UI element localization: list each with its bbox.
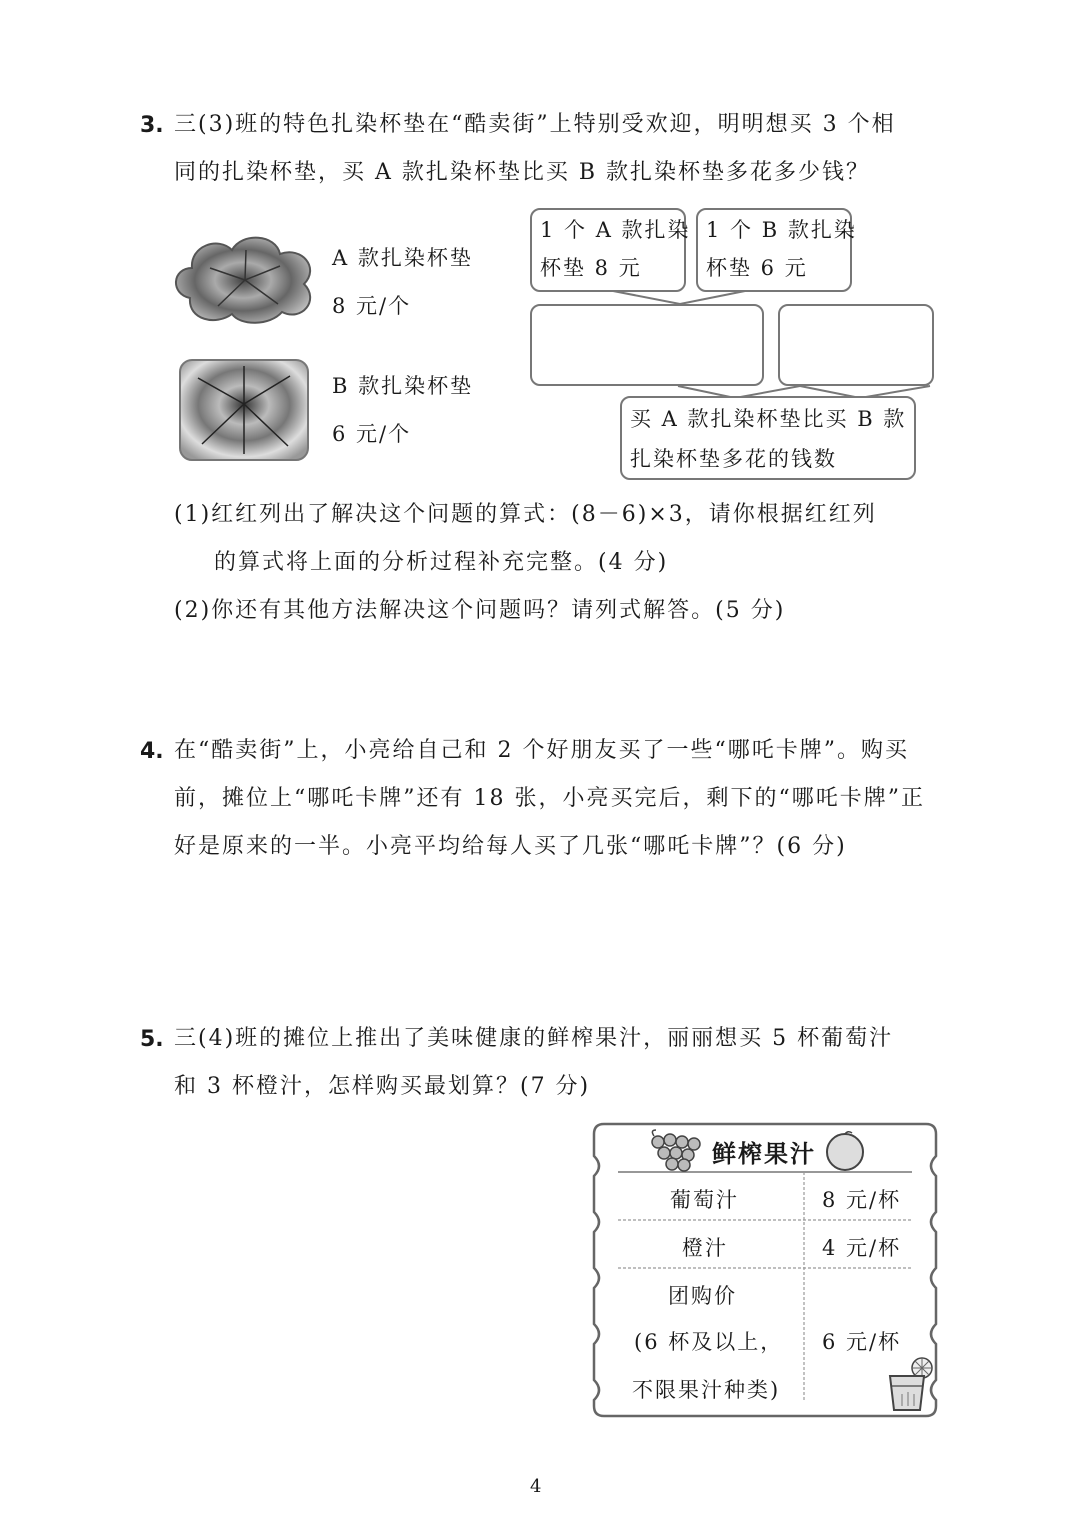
analysis-box-b: 1 个 B 款扎染 杯垫 6 元 bbox=[696, 208, 852, 292]
q3-sub1-line1: (1)红红列出了解决这个问题的算式：(8－6)×3，请你根据红红列 bbox=[174, 502, 877, 527]
coaster-b-image bbox=[178, 358, 310, 462]
q4-text-line2: 前，摊位上“哪吒卡牌”还有 18 张，小亮买完后，剩下的“哪吒卡牌”正 bbox=[174, 786, 925, 811]
juice-menu-title: 鲜榨果汁 bbox=[712, 1140, 816, 1168]
analysis-box-a: 1 个 A 款扎染 杯垫 8 元 bbox=[530, 208, 686, 292]
menu-group-condition2: 不限果汁种类) bbox=[632, 1378, 781, 1402]
q4-text-line3: 好是原来的一半。小亮平均给每人买了几张“哪吒卡牌”？(6 分) bbox=[174, 834, 847, 859]
coaster-a-name: A 款扎染杯垫 bbox=[332, 246, 473, 270]
q5-text-line2: 和 3 杯橙汁，怎样购买最划算？(7 分) bbox=[174, 1074, 591, 1099]
coaster-a-image bbox=[170, 228, 320, 326]
q3-sub2: (2)你还有其他方法解决这个问题吗？请列式解答。(5 分) bbox=[174, 598, 786, 623]
analysis-blank-box-1[interactable] bbox=[530, 304, 764, 386]
q5-text-line1: 三(4)班的摊位上推出了美味健康的鲜榨果汁，丽丽想买 5 杯葡萄汁 bbox=[174, 1026, 894, 1051]
analysis-blank-box-2[interactable] bbox=[778, 304, 934, 386]
q5-number: 5. bbox=[140, 1027, 164, 1052]
menu-item-orange: 橙汁 bbox=[682, 1236, 728, 1260]
q3-sub1-line2: 的算式将上面的分析过程补充完整。(4 分) bbox=[214, 550, 669, 575]
q3-number: 3. bbox=[140, 113, 164, 138]
juice-glass-icon bbox=[884, 1356, 936, 1414]
q3-text-line1: 三(3)班的特色扎染杯垫在“酷卖街”上特别受欢迎，明明想买 3 个相 bbox=[174, 112, 896, 137]
q3-text-line2: 同的扎染杯垫，买 A 款扎染杯垫比买 B 款扎染杯垫多花多少钱？ bbox=[174, 160, 871, 185]
page-number: 4 bbox=[530, 1476, 542, 1497]
coaster-b-price: 6 元/个 bbox=[332, 422, 412, 446]
q4-text-line1: 在“酷卖街”上，小亮给自己和 2 个好朋友买了一些“哪吒卡牌”。购买 bbox=[174, 738, 909, 763]
menu-group-label: 团购价 bbox=[668, 1284, 737, 1308]
orange-icon bbox=[824, 1130, 866, 1172]
coaster-b-name: B 款扎染杯垫 bbox=[332, 374, 474, 398]
analysis-result-box: 买 A 款扎染杯垫比买 B 款 扎染杯垫多花的钱数 bbox=[620, 396, 916, 480]
menu-item-grape: 葡萄汁 bbox=[670, 1188, 739, 1212]
menu-price-group: 6 元/杯 bbox=[822, 1330, 902, 1354]
q4-number: 4. bbox=[140, 739, 164, 764]
menu-group-condition1: (6 杯及以上， bbox=[634, 1330, 784, 1354]
coaster-a-price: 8 元/个 bbox=[332, 294, 412, 318]
menu-price-grape: 8 元/杯 bbox=[822, 1188, 902, 1212]
menu-price-orange: 4 元/杯 bbox=[822, 1236, 902, 1260]
grapes-icon bbox=[646, 1128, 706, 1174]
